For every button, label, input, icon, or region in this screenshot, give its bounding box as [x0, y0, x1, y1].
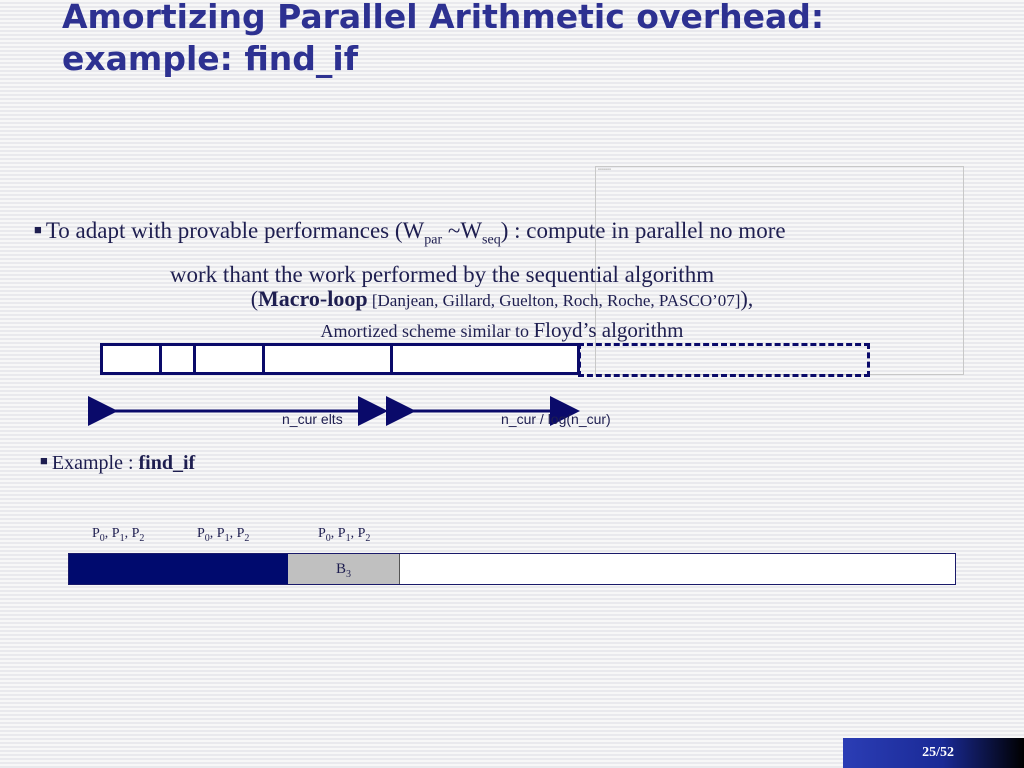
processor-group-3: $P_0$, $P_1$, $P_2$ — [318, 526, 371, 544]
bullet-square-icon: ■ — [34, 222, 42, 237]
placeholder-caption: ▪▪▪▪▪▪▪▪▪▪▪▪ — [598, 167, 611, 171]
array-bar — [68, 553, 956, 585]
processed-region — [69, 554, 288, 584]
processor-group-2: $P_0$, $P_1$, $P_2$ — [197, 526, 250, 544]
bullet-square-icon: ■ — [40, 453, 48, 468]
processor-group-1: $P_0$, $P_1$, $P_2$ — [92, 526, 145, 544]
bullet-adapt-line2: work thant the work performed by the sequential algorithm — [169, 261, 715, 287]
page-number: 25/52 — [922, 745, 954, 760]
n-cur-log-label: n_cur / log(n_cur) — [501, 411, 611, 427]
bullet-example: ■ Example : find_if — [40, 452, 196, 474]
footer-bar — [843, 738, 1024, 768]
macro-loop-reference: (Macro-loop [Danjean, Gillard, Guelton, Roch, Roche, PASCO’07]), — [250, 286, 754, 311]
bullet-adapt-performances: ■ To adapt with provable performances ($W_{par}$ $\sim W_{seq}$) : compute in parallel no more work thant the work performed by the sequential algorithm — [34, 214, 984, 292]
n-cur-label: n_cur elts — [282, 411, 343, 427]
slide-title: Amortizing Parallel Arithmetic overhead: example: find_if — [62, 0, 825, 78]
amortized-scheme-line: Amortized scheme similar to Floyd’s algorithm — [320, 318, 684, 342]
current-block: $B_3$ — [288, 554, 400, 584]
